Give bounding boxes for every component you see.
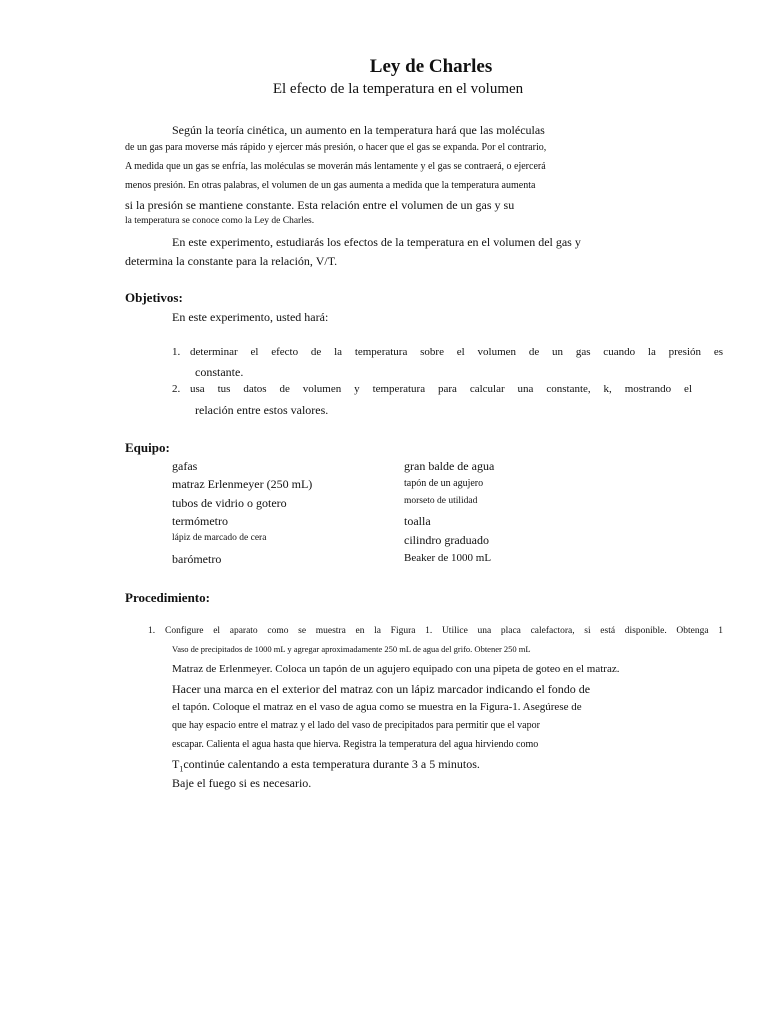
equipment-right-6: Beaker de 1000 mL bbox=[404, 552, 492, 564]
procedure-line-7: escapar. Calienta el agua hasta que hierva. Registra la temperatura del agua hirviendo como bbox=[172, 739, 539, 750]
equipment-right-1: gran balde de agua bbox=[404, 459, 495, 473]
intro-line-4: menos presión. En otras palabras, el volumen de un gas aumenta a medida que la temperatura aumenta bbox=[125, 180, 536, 191]
procedure-line-2: Vaso de precipitados de 1000 mL y agregar aproximadamente 250 mL de agua del grifo. Obtener 250 mL bbox=[172, 644, 531, 654]
intro-line-7: En este experimento, estudiarás los efectos de la temperatura en el volumen del gas y bbox=[172, 235, 581, 249]
page-title: Ley de Charles bbox=[369, 56, 493, 77]
page-subtitle: El efecto de la temperatura en el volumen bbox=[272, 81, 524, 97]
procedure-line-1: Configure el aparato como se muestra en la Figura 1. Utilice una placa calefactora, si está disponible. Obtenga 1 bbox=[165, 626, 723, 636]
procedure-line-3: Matraz de Erlenmeyer. Coloca un tapón de un agujero equipado con una pipeta de goteo en el matraz. bbox=[172, 663, 620, 675]
equipment-left-6: barómetro bbox=[172, 552, 222, 566]
equipment-left-1: gafas bbox=[172, 459, 198, 473]
procedure-line-9: Baje el fuego si es necesario. bbox=[172, 776, 312, 790]
procedure-heading: Procedimiento: bbox=[125, 590, 210, 605]
equipment-right-3: morseto de utilidad bbox=[404, 496, 478, 506]
temperature-subscript: 1 bbox=[179, 764, 184, 774]
equipment-left-3: tubos de vidrio o gotero bbox=[172, 496, 287, 510]
intro-line-6: la temperatura se conoce como la Ley de Charles. bbox=[125, 216, 315, 226]
intro-line-5: si la presión se mantiene constante. Esta relación entre el volumen de un gas y su bbox=[125, 198, 515, 212]
intro-line-3: A medida que un gas se enfría, las moléculas se moverán más lentamente y el gas se contraerá, o ejercerá bbox=[125, 161, 546, 172]
equipment-heading: Equipo: bbox=[125, 440, 170, 455]
objective-text-1: determinar el efecto de la temperatura sobre el volumen de un gas cuando la presión es bbox=[190, 346, 723, 358]
procedure-step-number: 1. bbox=[148, 626, 156, 636]
equipment-left-5: lápiz de marcado de cera bbox=[172, 533, 267, 543]
procedure-line-5: el tapón. Coloque el matraz en el vaso de agua como se muestra en la Figura-1. Asegúrese de bbox=[172, 701, 582, 713]
temperature-instruction: continúe calentando a esta temperatura durante 3 a 5 minutos. bbox=[183, 757, 480, 771]
objective-number-2: 2. bbox=[172, 383, 181, 395]
intro-line-1: Según la teoría cinética, un aumento en la temperatura hará que las moléculas bbox=[172, 123, 545, 137]
objective-number-1: 1. bbox=[172, 346, 181, 358]
equipment-right-2: tapón de un agujero bbox=[404, 478, 484, 489]
temperature-symbol: T bbox=[172, 757, 180, 771]
equipment-left-4: termómetro bbox=[172, 514, 228, 528]
objectives-intro: En este experimento, usted hará: bbox=[172, 310, 329, 324]
intro-line-8: determina la constante para la relación, V/T. bbox=[125, 254, 338, 268]
equipment-right-5: cilindro graduado bbox=[404, 533, 489, 547]
intro-line-2: de un gas para moverse más rápido y ejercer más presión, o hacer que el gas se expanda. Por el contrario, bbox=[125, 142, 547, 153]
procedure-line-4: Hacer una marca en el exterior del matraz con un lápiz marcador indicando el fondo de bbox=[172, 682, 591, 696]
objective-cont-1: constante. bbox=[195, 365, 244, 379]
equipment-left-2: matraz Erlenmeyer (250 mL) bbox=[172, 477, 313, 491]
objective-cont-2: relación entre estos valores. bbox=[195, 403, 329, 417]
procedure-line-8 bbox=[172, 757, 480, 773]
equipment-right-4: toalla bbox=[404, 514, 431, 528]
objective-text-2: usa tus datos de volumen y temperatura para calcular una constante, k, mostrando el bbox=[190, 383, 692, 395]
procedure-line-6: que hay espacio entre el matraz y el lado del vaso de precipitados para permitir que el vapor bbox=[172, 720, 540, 731]
objectives-heading: Objetivos: bbox=[125, 290, 183, 305]
